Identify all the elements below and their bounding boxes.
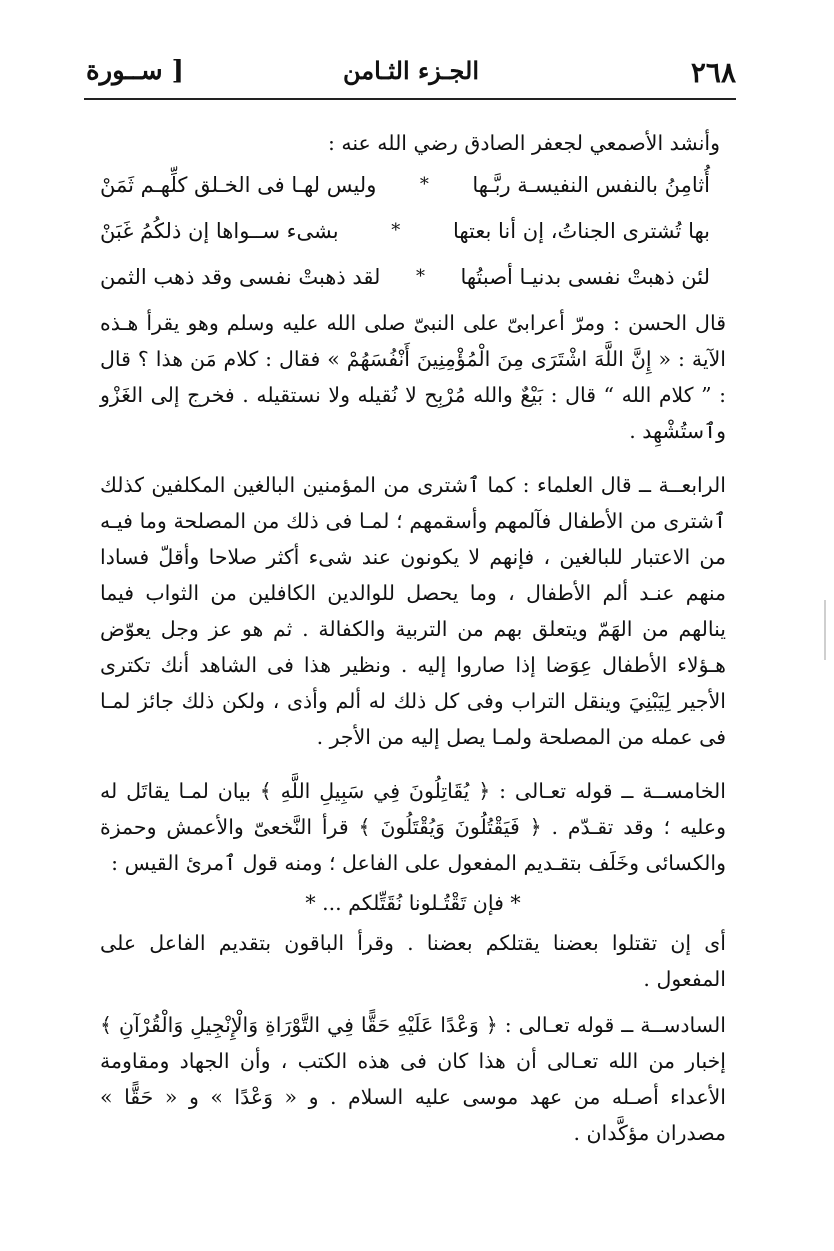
poem-hemistich-first: لئن ذهبتْ نفسى بدنيـا أصبتُها — [460, 265, 710, 289]
poem-hemistich-second: بشىء ســواها إن ذلكُمُ غَبَنْ — [100, 219, 339, 243]
poem-hemistich-second: لقد ذهبتْ نفسى وقد ذهب الثمن — [100, 265, 381, 289]
page-number: ٢٦٨ — [690, 56, 736, 89]
poem-hemistich-first: بها تُشترى الجناتُ، إن أنا بعتها — [452, 219, 710, 243]
scan-margin-mark — [824, 600, 826, 660]
poem-hemistich-second: وليس لهـا فى الخـلق كلِّهـم ثَمَنْ — [100, 173, 377, 197]
poem-line — [100, 213, 710, 249]
paragraph-fifth: الخامســة ــ قوله تعـالى : ﴿ يُقَاتِلُونَ فِي سَبِيلِ اللَّهِ ﴾ بيان لمـا يقاتَل له وعليه ؛ وقد تقـدّم . ﴿ فَيَقْتُلُونَ وَيُقْتَلُونَ ﴾ قرأ النَّخعىّ والأعمش وحمزة والكسائى وخَلَف بتقـديم المفعول على الفاعل ؛ ومنه قول ٱمرئ القيس : — [100, 779, 726, 875]
running-title: الجـزء الثـامن — [342, 56, 480, 85]
page-header — [86, 50, 736, 94]
poem-intro: وأنشد الأصمعي لجعفر الصادق رضي الله عنه : — [327, 131, 720, 155]
page-body — [100, 125, 726, 1151]
paragraph-fourth: الرابعــة ــ قال العلماء : كما ٱشترى من المؤمنين البالغين المكلفين كذلك ٱشترى من الأطفال فآلمهم وأسقمهم ؛ لمـا فى ذلك من المصلحة وما فيـه من الاعتبار للبالغين ، فإنهم لا يكونون عند شىء أكثر صلاحا وأقلّ فسادا منهم عنـد ألم الأطفال ، وما يحصل للوالدين الكافلين من الثواب فيما ينالهم من الهَمّ ويتعلق بهم من التربية والكفالة . ثم هو عز وجل يعوّض هـؤلاء الأطفال عِوَضا إذا صاروا إليه . ونظير هذا فى الشاهد أنك تكترى الأجير لِيَبْنِيَ وينقل التراب وفى كل ذلك له ألم وأذى ، ولكن ذلك جائز لمـا فى عمله من المصلحة ولمـا يصل إليه من الأجر . — [100, 473, 726, 749]
paragraph-sixth: السادســة ــ قوله تعـالى : ﴿ وَعْدًا عَلَيْهِ حَقًّا فِي التَّوْرَاةِ وَالْإِنْجِيلِ وَالْقُرْآنِ ﴾ إخبار من الله تعـالى أن هذا كان فى هذه الكتب ، وأن الجهاد ومقاومة الأعداء أصـله من عهد موسى عليه السلام . و « وَعْدًا » و « حَقًّا » مصدران مؤكَّدان . — [100, 1013, 726, 1145]
poem-hemistich-first: أُثامِنُ بالنفس النفيسـة ربَّـها — [472, 173, 710, 197]
star-separator: * — [391, 220, 401, 241]
paragraph-hasan: قال الحسن : ومرّ أعرابىّ على النبىّ صلى الله عليه وسلم وهو يقرأ هـذه الآية : « إِنَّ اللَّهَ اشْتَرَى مِنَ الْمُؤْمِنِينَ أَنْفُسَهُمْ » فقال : كلام مَن هذا ؟ قال : ” كلام الله “ قال : بَيْعٌ والله مُرْبِح لا نُقيله ولا نستقيله . فخرج إلى الغَزْو وٱستُشْهِد . — [100, 311, 726, 443]
surah-label: [ ســورة — [86, 56, 184, 86]
verse-quote: * فإن تَقْتُـلونا نُقَتِّلكم ... * — [305, 891, 521, 915]
paragraph-after-quote: أى إن تقتلوا بعضنا يقتلكم بعضنا . وقرأ الباقون بتقديم الفاعل على المفعول . — [100, 931, 726, 991]
star-separator: * — [415, 266, 425, 287]
header-divider — [84, 98, 736, 100]
poem-line — [100, 259, 710, 295]
star-separator: * — [419, 174, 429, 195]
poem-line — [100, 167, 710, 203]
